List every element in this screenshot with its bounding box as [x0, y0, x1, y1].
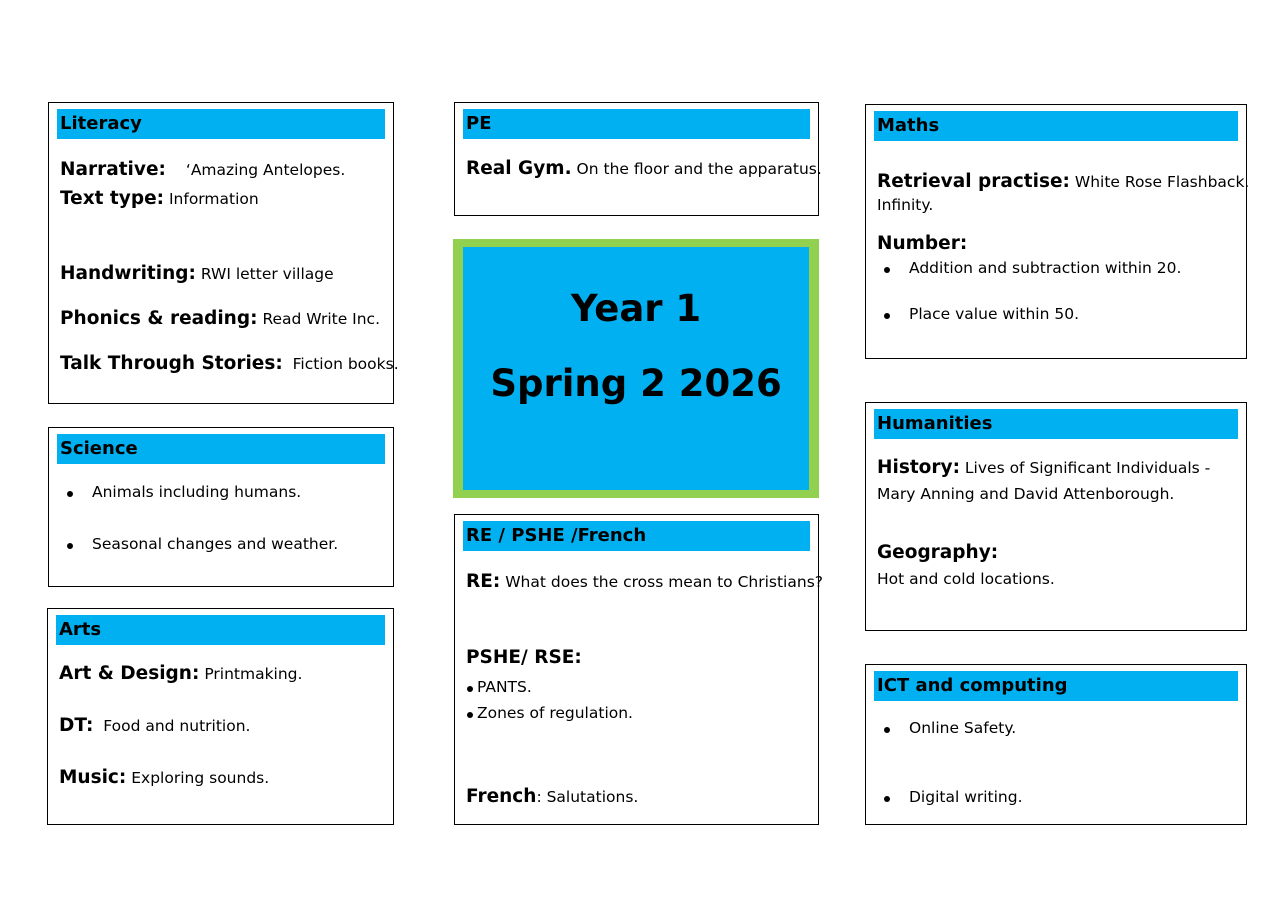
number-label: Number:	[877, 233, 968, 254]
bullet-icon	[467, 712, 473, 718]
list-item-text: Online Safety.	[909, 719, 1017, 737]
list-item-text: Digital writing.	[909, 788, 1023, 806]
pe-header: PE	[463, 109, 810, 139]
dt-line	[59, 715, 250, 736]
bullet-icon	[884, 313, 890, 319]
list-item	[909, 259, 1181, 277]
retrieval-value: White Rose Flashback.	[1074, 173, 1250, 191]
art-line	[59, 663, 302, 684]
phonics-value: Read Write Inc.	[262, 310, 381, 328]
humanities-header: Humanities	[874, 409, 1238, 439]
re-value: What does the cross mean to Christians?	[505, 573, 823, 591]
music-line	[59, 767, 269, 788]
gym-label: Real Gym.	[466, 158, 572, 179]
dt-label: DT:	[59, 715, 94, 736]
history-value-2: Mary Anning and David Attenborough.	[877, 485, 1175, 503]
pe-box	[454, 102, 822, 216]
narrative-line	[60, 159, 345, 180]
talk-value: Fiction books.	[292, 355, 399, 373]
list-item	[477, 704, 633, 722]
list-item-text: Seasonal changes and weather.	[92, 535, 339, 553]
bullet-icon	[67, 543, 73, 549]
re-box	[454, 514, 823, 825]
retrieval-line	[877, 171, 1249, 192]
handwriting-value: RWI letter village	[200, 265, 334, 283]
pshe-line	[466, 647, 582, 668]
term-title-panel	[453, 239, 819, 498]
list-item	[909, 719, 1016, 737]
list-item-text: Place value within 50.	[909, 305, 1079, 323]
bullet-icon	[884, 727, 890, 733]
arts-box	[47, 608, 394, 825]
term-title-inner	[463, 247, 809, 490]
gym-value: On the floor and the apparatus.	[576, 160, 822, 178]
pshe-label: PSHE/ RSE:	[466, 647, 582, 668]
texttype-line	[60, 188, 259, 209]
re-header: RE / PSHE /French	[463, 521, 810, 551]
narrative-label: Narrative:	[60, 159, 166, 180]
geography-line	[877, 542, 998, 563]
retrieval-label: Retrieval practise:	[877, 171, 1070, 192]
history-line-2	[877, 485, 1174, 503]
literacy-header: Literacy	[57, 109, 385, 139]
list-item-text: Animals including humans.	[92, 483, 302, 501]
phonics-line	[60, 308, 380, 329]
science-header: Science	[57, 434, 385, 464]
year-title: Year 1	[570, 287, 702, 330]
list-item	[92, 483, 301, 501]
ict-box	[865, 664, 1247, 825]
french-label: French	[466, 786, 537, 807]
arts-header: Arts	[56, 615, 385, 645]
dt-value: Food and nutrition.	[103, 717, 251, 735]
talk-line	[60, 353, 399, 374]
texttype-value: Information	[168, 190, 259, 208]
ict-header: ICT and computing	[874, 671, 1238, 701]
list-item	[909, 788, 1023, 806]
science-box	[48, 427, 394, 587]
gym-line	[466, 158, 822, 179]
handwriting-label: Handwriting:	[60, 263, 196, 284]
narrative-value: ‘Amazing Antelopes.	[185, 161, 346, 179]
history-label: History:	[877, 457, 960, 478]
music-label: Music:	[59, 767, 127, 788]
humanities-box	[865, 402, 1247, 631]
retrieval-line-2	[877, 196, 933, 214]
handwriting-line	[60, 263, 334, 284]
history-line	[877, 457, 1210, 478]
geography-label: Geography:	[877, 542, 999, 563]
art-value: Printmaking.	[204, 665, 303, 683]
maths-header: Maths	[874, 111, 1238, 141]
music-value: Exploring sounds.	[131, 769, 270, 787]
geography-value: Hot and cold locations.	[877, 570, 1055, 588]
number-line	[877, 233, 967, 254]
list-item	[477, 678, 532, 696]
retrieval-value-2: Infinity.	[877, 196, 934, 214]
literacy-box	[48, 102, 399, 404]
list-item	[909, 305, 1079, 323]
art-label: Art & Design:	[59, 663, 200, 684]
phonics-label: Phonics & reading:	[60, 308, 258, 329]
list-item-text: PANTS.	[477, 678, 532, 696]
maths-box	[865, 104, 1250, 359]
french-line	[466, 786, 638, 807]
list-item-text: Addition and subtraction within 20.	[909, 259, 1182, 277]
geography-line-2	[877, 570, 1055, 588]
texttype-label: Text type:	[60, 188, 165, 209]
talk-label: Talk Through Stories:	[60, 353, 283, 374]
french-value: : Salutations.	[536, 788, 639, 806]
list-item-text: Zones of regulation.	[477, 704, 633, 722]
bullet-icon	[884, 796, 890, 802]
bullet-icon	[467, 686, 473, 692]
re-line	[466, 571, 823, 592]
list-item	[92, 535, 338, 553]
re-label: RE:	[466, 571, 501, 592]
bullet-icon	[67, 491, 73, 497]
history-value: Lives of Significant Individuals -	[964, 459, 1211, 477]
term-title: Spring 2 2026	[490, 362, 782, 405]
bullet-icon	[884, 267, 890, 273]
